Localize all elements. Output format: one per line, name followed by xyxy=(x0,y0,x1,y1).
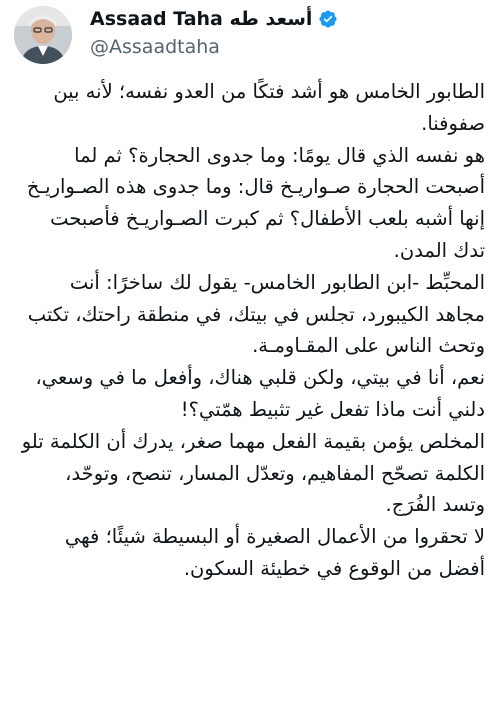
tweet-header xyxy=(0,0,503,72)
tweet-paragraph: المحبِّط -ابن الطابور الخامس- يقول لك ساخرًا: أنت مجاهد الكيبورد، تجلس في بيتك، في منطقة راحتك، تكتب وتحث الناس على المقـاومـة. xyxy=(27,270,485,358)
user-handle[interactable]: @Assaadtaha xyxy=(90,36,220,58)
tweet-paragraph: الطابور الخامس هو أشد فتكًا من العدو نفسه؛ لأنه بين صفوفنا. xyxy=(53,80,485,135)
display-name[interactable]: Assaad Taha أسعد طه xyxy=(90,8,313,30)
tweet-paragraph: المخلص يؤمن بقيمة الفعل مهما صغر، يدرك أن الكلمة تلو الكلمة تصحّح المفاهيم، وتعدّل المسار، تنصح، وتوحّد، وتسد الفُرَج. xyxy=(21,429,485,517)
verified-badge-icon xyxy=(318,9,338,29)
name-row xyxy=(90,4,490,34)
tweet-paragraph: هو نفسه الذي قال يومًا: وما جدوى الحجارة؟ ثم لما أصبحت الحجارة صـواريـخ قال: وما جدوى هذه الصـواريـخ إنها أشبه بلعب الأطفال؟ ثم كبرت الصـواريـخ فأصبحت تدك المدن. xyxy=(26,143,485,262)
tweet-paragraph: لا تحقروا من الأعمال الصغيرة أو البسيطة شيئًا؛ فهي أفضل من الوقوع في خطيئة السكون. xyxy=(64,525,485,580)
tweet-paragraph: نعم، أنا في بيتي، ولكن قلبي هناك، وأفعل ما في وسعي، دلني أنت ماذا تفعل غير تثبيط همّتي؟! xyxy=(35,366,485,421)
profile-photo-icon xyxy=(14,6,72,64)
author-info xyxy=(90,4,490,58)
tweet-text xyxy=(18,76,485,585)
avatar[interactable] xyxy=(14,6,72,64)
